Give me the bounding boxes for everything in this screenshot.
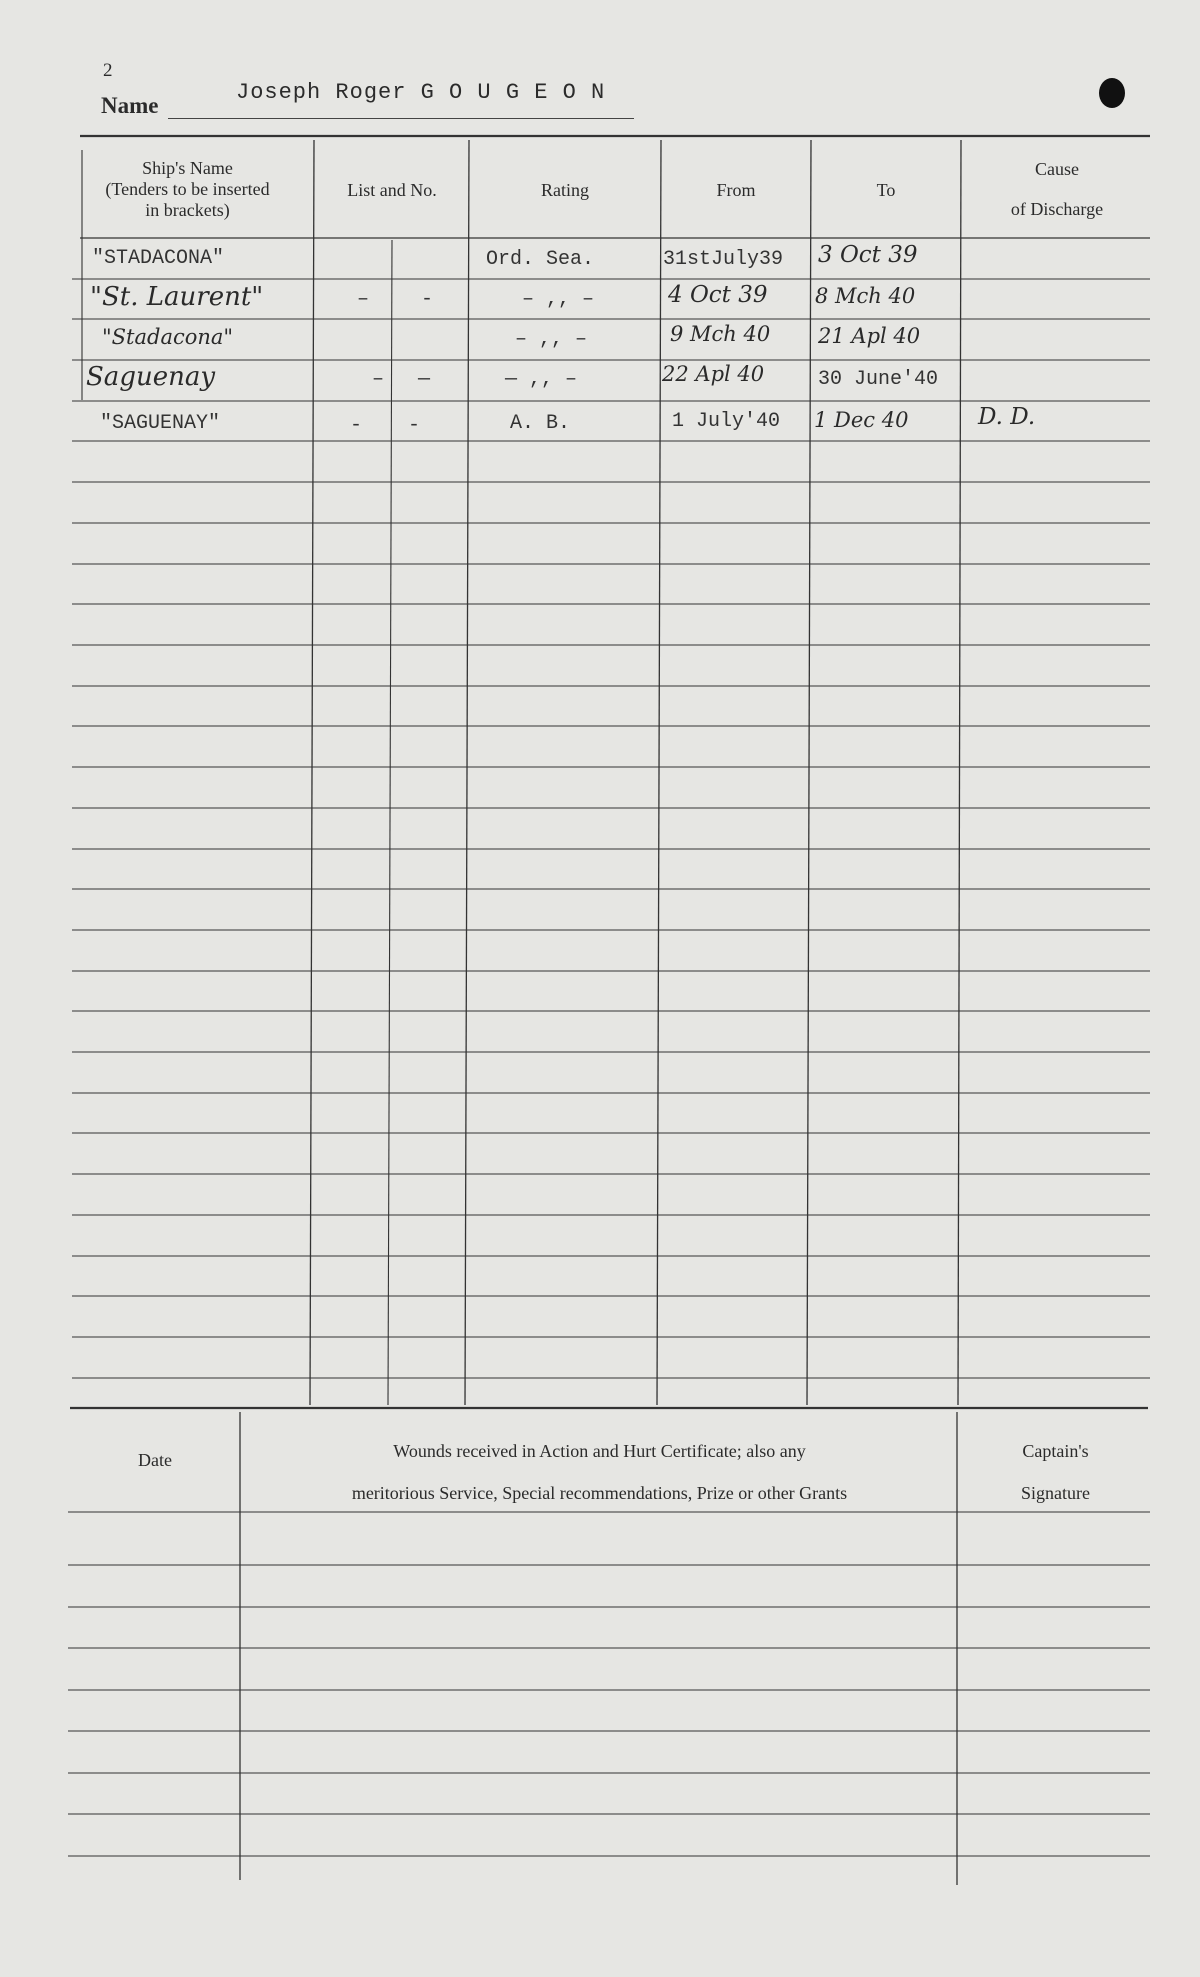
header-list-no: List and No. — [347, 180, 437, 200]
header-signature-line-1: Captain's — [1022, 1441, 1089, 1461]
row-4-from: 22 Apl 40 — [662, 362, 765, 386]
row-1-from: 31stJuly39 — [663, 248, 784, 271]
row-5-to: 1 Dec 40 — [814, 408, 909, 432]
row-1-to: 3 Oct 39 — [818, 242, 918, 268]
row-2-list-b: - — [421, 288, 434, 311]
row-2-from: 4 Oct 39 — [668, 282, 768, 308]
row-5-from: 1 July'40 — [672, 410, 781, 433]
header-ship-line-3: in brackets) — [145, 200, 230, 220]
row-5-list-a: - — [350, 414, 363, 437]
row-2-ship: "St. Laurent" — [90, 282, 264, 312]
header-wounds-line-1: Wounds received in Action and Hurt Certificate; also any — [393, 1441, 806, 1461]
row-5-rating: A. B. — [510, 412, 571, 435]
row-2-rating: – ,, – — [522, 288, 595, 311]
row-5-ship: "SAGUENAY" — [100, 412, 221, 435]
row-4-list-a: – — [372, 368, 385, 391]
page-number: 2 — [103, 60, 113, 81]
header-wounds-line-2: meritorious Service, Special recommendations, Prize or other Grants — [351, 1483, 848, 1503]
row-3-to: 21 Apl 40 — [818, 324, 921, 348]
header-rating: Rating — [541, 180, 589, 200]
name-value: Joseph Roger G O U G E O N — [236, 80, 606, 105]
header-from: From — [716, 180, 756, 200]
header-cause-line-1: Cause — [1035, 159, 1079, 179]
col-divider-list-sub — [388, 240, 392, 1405]
row-4-ship: Saguenay — [86, 362, 216, 392]
header-signature-line-2: Signature — [1021, 1483, 1090, 1503]
header-ship-name — [80, 158, 295, 221]
row-2-to: 8 Mch 40 — [815, 284, 916, 308]
row-1-rating: Ord. Sea. — [486, 248, 595, 271]
header-date: Date — [138, 1450, 172, 1470]
header-cause-line-2: of Discharge — [1010, 199, 1104, 219]
row-4-rating: — ,, – — [505, 368, 578, 391]
header-ship-line-1: Ship's Name — [142, 158, 233, 178]
row-5-list-b: - — [408, 414, 421, 437]
header-ship-line-2: (Tenders to be inserted — [105, 179, 270, 199]
row-2-list-a: – — [357, 288, 370, 311]
row-5-cause: D. D. — [978, 404, 1036, 430]
row-4-to: 30 June'40 — [818, 368, 939, 391]
row-3-from: 9 Mch 40 — [670, 322, 771, 346]
row-3-rating: – ,, – — [515, 328, 588, 351]
row-1-ship: "STADACONA" — [92, 247, 225, 270]
header-wounds — [242, 1430, 957, 1514]
row-4-list-b: — — [418, 368, 431, 391]
header-captains-signature — [958, 1430, 1153, 1514]
header-to: To — [876, 180, 896, 200]
header-cause-of-discharge — [962, 158, 1152, 220]
row-3-ship: "Stadacona" — [102, 325, 234, 349]
name-label: Name — [101, 93, 159, 118]
